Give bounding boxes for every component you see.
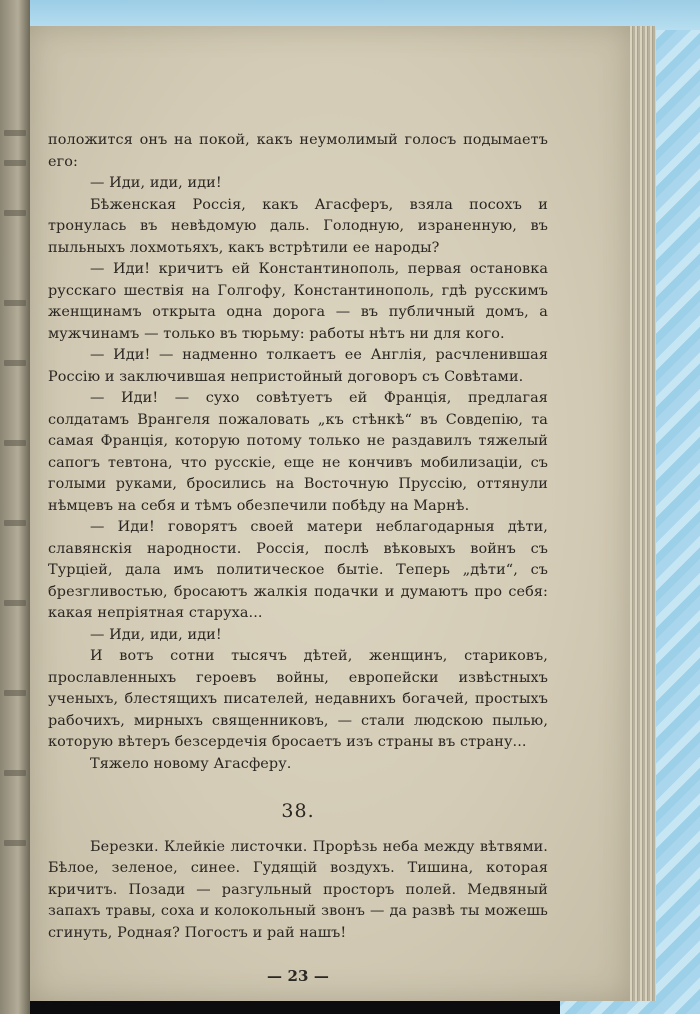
book-page	[30, 26, 630, 1001]
page-number: — 23 —	[267, 967, 329, 985]
page-stack-edge	[628, 26, 656, 1001]
paragraph: — Иди, иди, иди!	[90, 626, 222, 643]
section-number: 38.	[281, 800, 315, 822]
paragraph: Тяжело новому Агасферу.	[90, 755, 292, 772]
section-paragraphs	[48, 837, 548, 945]
paragraph: — Иди! кричитъ ей Константинополь, первая остановка русскаго шествія на Голгофу, Константинополь, гдѣ русскимъ женщинамъ открыта одна дорога — въ публичный домъ, а мужчинамъ — только въ тюрьму: работы нѣтъ ни для кого.	[48, 261, 548, 342]
paragraph: положится онъ на покой, какъ неумолимый голосъ подымаетъ его:	[48, 132, 548, 170]
page-text	[48, 130, 548, 988]
paragraph: Березки. Клейкіе листочки. Прорѣзь неба между вѣтвями. Бѣлое, зеленое, синее. Гудящій воздухъ. Тишина, которая кричитъ. Позади — разгульный просторъ полей. Медвяный запахъ травы, соха и колокольный звонъ — да развѣ ты можешь сгинуть, Родная? Погостъ и рай нашъ!	[48, 838, 548, 941]
paragraph: Бѣженская Россія, какъ Агасферъ, взяла посохъ и тронулась въ невѣдомую даль. Голодную, израненную, въ пыльныхъ лохмотьяхъ, какъ встрѣтили ее народы?	[48, 196, 548, 256]
paragraph: И вотъ сотни тысячъ дѣтей, женщинъ, стариковъ, прославленныхъ героевъ войны, европейски извѣстныхъ ученыхъ, блестящихъ писателей, недавнихъ богачей, простыхъ рабочихъ, мирныхъ священниковъ, — стали людскою пылью, которую вѣтеръ безсердечія бросаетъ изъ страны въ страну...	[48, 648, 548, 750]
paragraph: — Иди, иди, иди!	[90, 175, 222, 191]
paragraph: — Иди! — сухо совѣтуетъ ей Франція, предлагая солдатамъ Врангеля пожаловать „къ стѣнкѣ“ въ Совдепію, та самая Франція, которую потому только не раздавилъ тяжелый сапогъ тевтона, что русскіе, еще не кончивъ мобилизаціи, съ голыми руками, бросились на Восточную Пруссію, оттянули нѣмцевъ на себя и тѣмъ обезпечили побѣду на Марнѣ.	[48, 390, 548, 514]
main-paragraphs	[48, 130, 548, 775]
paragraph: — Иди! говорятъ своей матери неблагодарныя дѣти, славянскія народности. Россія, послѣ вѣковыхъ войнъ съ Турціей, дала имъ политическое бытіе. Теперь „дѣти“, съ брезгливостью, бросаютъ жалкія подачки и думаютъ про себя: какая непріятная старуха...	[48, 519, 548, 621]
paragraph: — Иди! — надменно толкаетъ ее Англія, расчленившая Россію и заключившая непристойный договоръ съ Совѣтами.	[48, 347, 548, 385]
left-facing-page	[0, 0, 30, 1014]
